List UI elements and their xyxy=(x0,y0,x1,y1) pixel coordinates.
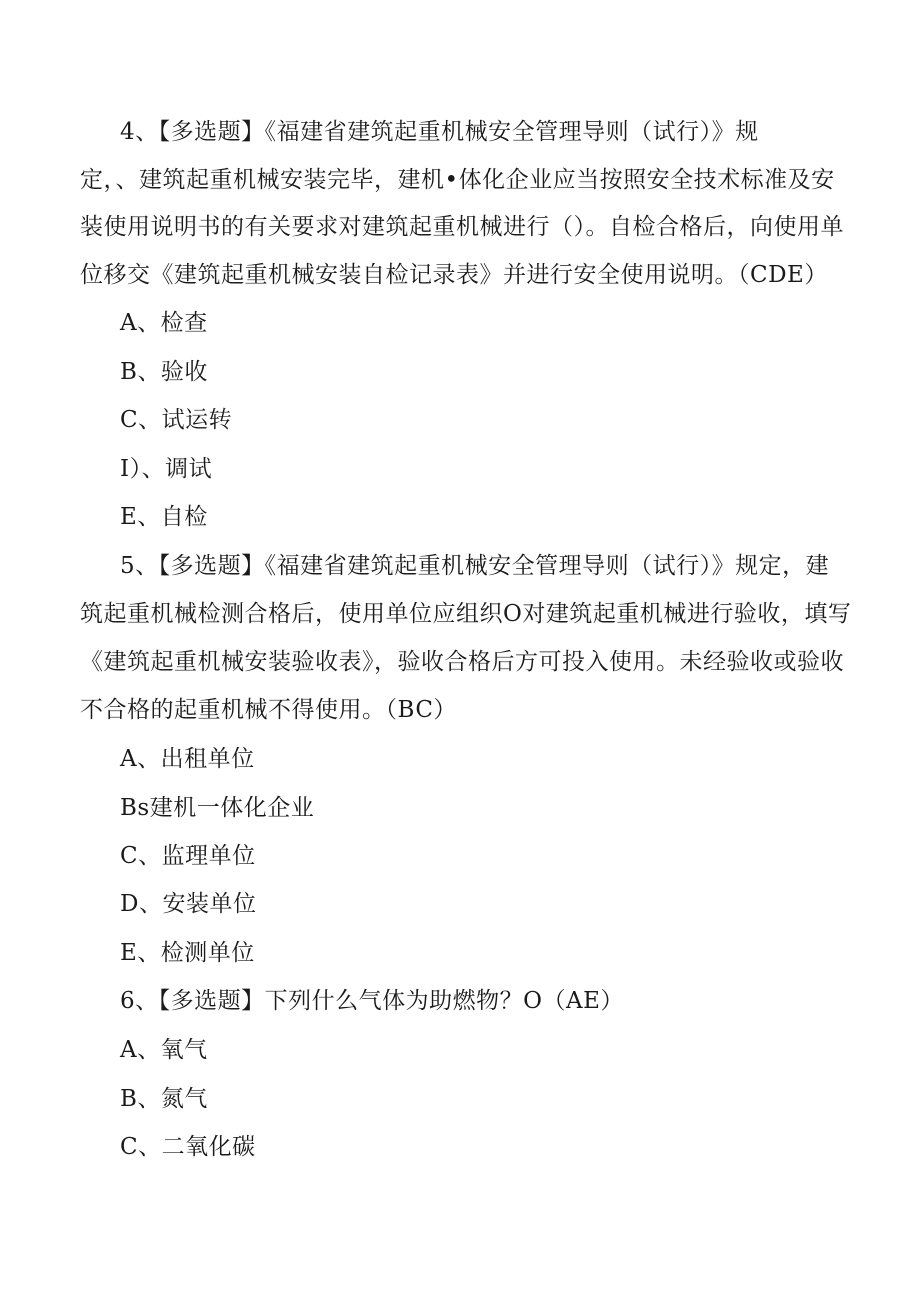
question-6-option-b: B、氮气 xyxy=(120,1086,208,1112)
question-4-option-b: B、验收 xyxy=(120,359,208,385)
question-5-option-a: A、出租单位 xyxy=(120,746,255,772)
question-5-stem-line-4: 不合格的起重机械不得使用。（BC） xyxy=(80,697,457,723)
question-4-stem-line-3: 装使用说明书的有关要求对建筑起重机械进行（）。自检合格后，向使用单 xyxy=(80,214,844,240)
question-5-option-e: E、检测单位 xyxy=(120,940,255,966)
question-6-stem-line-1: 6、【多选题】下列什么气体为助燃物？O（AE） xyxy=(120,988,624,1014)
question-5-stem-line-2: 筑起重机械检测合格后，使用单位应组织O对建筑起重机械进行验收，填写 xyxy=(80,601,852,627)
question-6-option-c: C、二氧化碳 xyxy=(120,1134,256,1160)
question-5-stem-line-1: 5、【多选题】《福建省建筑起重机械安全管理导则（试行）》规定，建 xyxy=(120,553,830,579)
question-5-option-d: D、安装单位 xyxy=(120,891,257,917)
question-5-stem-line-3: 《建筑起重机械安装验收表》，验收合格后方可投入使用。未经验收或验收 xyxy=(80,649,844,675)
question-4-stem-line-1: 4、【多选题】《福建省建筑起重机械安全管理导则（试行）》规 xyxy=(120,119,759,145)
question-4-option-d: I）、调试 xyxy=(120,456,213,482)
question-6-option-a: A、氧气 xyxy=(120,1037,208,1063)
question-5-option-b: Bs建机一体化企业 xyxy=(120,795,315,821)
question-4-stem-line-2: 定，、建筑起重机械安装完毕，建机•体化企业应当按照安全技术标准及安 xyxy=(80,167,835,193)
question-4-option-e: E、自检 xyxy=(120,504,208,530)
question-4-option-c: C、试运转 xyxy=(120,407,233,433)
question-4-option-a: A、检查 xyxy=(120,310,208,336)
question-5-option-c: C、监理单位 xyxy=(120,843,256,869)
question-4-stem-line-4: 位移交《建筑起重机械安装自检记录表》并进行安全使用说明。（CDE） xyxy=(80,262,828,288)
